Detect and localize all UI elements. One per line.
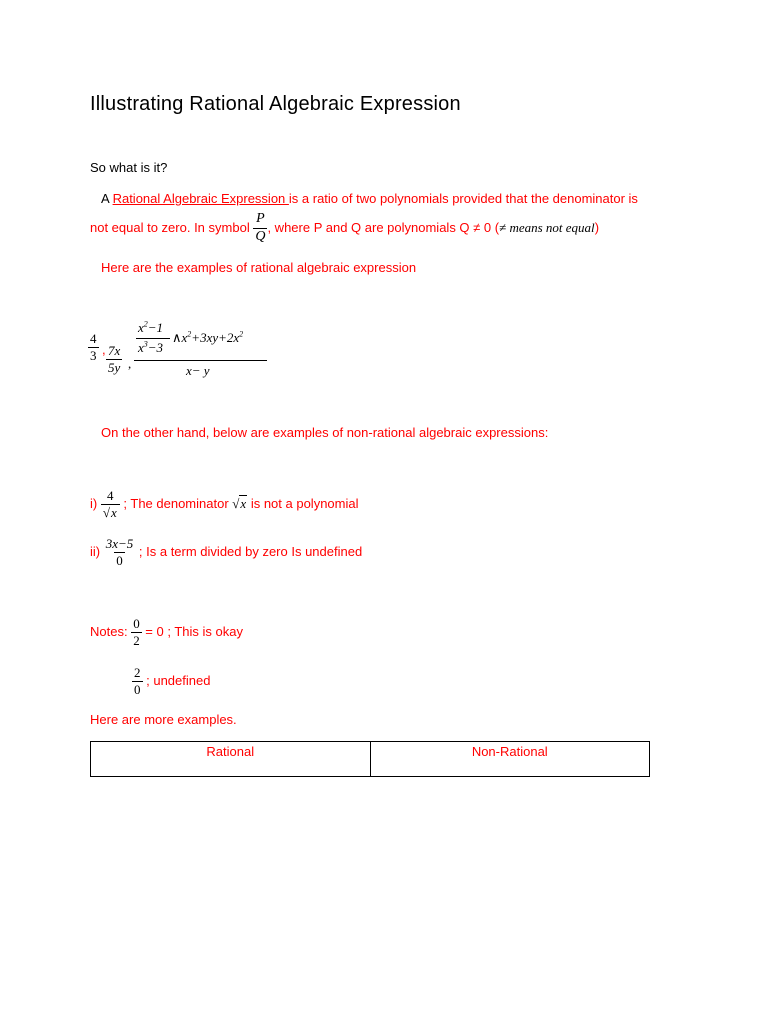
sqrt-icon: √x <box>102 505 117 521</box>
fraction-denominator: Q <box>255 229 266 245</box>
example-fraction-3: $x^2-1$ $x^3-3$ $\wedge x^2+3xy+2x^2$ x− y <box>134 318 268 380</box>
table-header-rational: Rational <box>91 742 371 777</box>
definition-line-1 <box>101 191 638 206</box>
table-header-non-rational: Non-Rational <box>370 742 650 777</box>
non-rational-item-1: i) $\frac{4}{√x}$ ; The denominator √x is not a polynomial <box>90 484 358 524</box>
more-examples-text: Here are more examples. <box>90 712 237 727</box>
example-fraction-2: $\frac{7x}{5y}$ <box>108 343 121 375</box>
notes-line-2: $\frac{2}{0}$ ; undefined <box>134 665 211 698</box>
item-2-fraction: $\frac{3x-5}{0}$ <box>105 536 134 569</box>
item-1-fraction: $\frac{4}{√x}$ <box>101 489 120 519</box>
definition-text-3: , where P and Q are polynomials Q ≠ 0 ( <box>267 220 500 235</box>
definition-close: ) <box>594 220 600 235</box>
definition-text-2: not equal to zero. In symbol <box>90 220 250 235</box>
non-rational-intro: On the other hand, below are examples of non-rational algebraic expressions: <box>101 425 549 440</box>
notes-fraction-1: $\frac{0}{2}$ <box>133 616 140 649</box>
table-header-row <box>91 742 650 777</box>
page-title: Illustrating Rational Algebraic Expression <box>90 93 461 115</box>
definition-term: Rational Algebraic Expression <box>112 191 289 206</box>
notes-line-1: Notes: $\frac{0}{2}$ = 0 ; This is okay <box>90 616 243 649</box>
examples-intro: Here are the examples of rational algebraic expression <box>101 260 417 275</box>
definition-lead: A <box>101 191 113 206</box>
document-page: Illustrating Rational Algebraic Expression So what is it? A Rational Algebraic Expression is a ratio of two polynomials provided that the denominator is not equal to zero. In symbol $\frac{P}{Q}$ , where P and Q are polynomials Q ≠ 0 (≠ means not equal) Here are the examples of rational algebraic expression $\frac{4}{3}$ , $\frac{7x}{5y}$ , $x^2-1$ $x^3-3$ $\wedge x^2+3xy+2x^2$ x− y On the other hand, below are examples of non-rational algebraic expressions: i) $\frac{4}{√x}$ ; The denominator √x is not a polynomial ii) $\frac{3x-5}{0}$ ; Is a term divided by zero Is undefined Notes: $\frac{0}{2}$ = 0 ; This is okay $\frac{2}{0}$ ; undefined Here are more examples. Rational Non-Rational <box>0 0 768 1024</box>
example-fraction-1: $\frac{4}{3}$ <box>90 331 97 363</box>
examples-table <box>90 741 650 777</box>
symbol-fraction <box>253 212 267 244</box>
fraction-numerator: P <box>256 211 265 227</box>
definition-math-note: ≠ means not equal <box>499 220 595 235</box>
section-heading: So what is it? <box>90 160 168 175</box>
definition-line-2 <box>90 208 599 248</box>
definition-text-1: is a ratio of two polynomials provided that the denominator is <box>288 191 638 206</box>
sqrt-icon: √x <box>232 496 247 511</box>
notes-fraction-2: $\frac{2}{0}$ <box>134 665 141 698</box>
non-rational-item-2: ii) $\frac{3x-5}{0}$ ; Is a term divided by zero Is undefined <box>90 536 363 569</box>
